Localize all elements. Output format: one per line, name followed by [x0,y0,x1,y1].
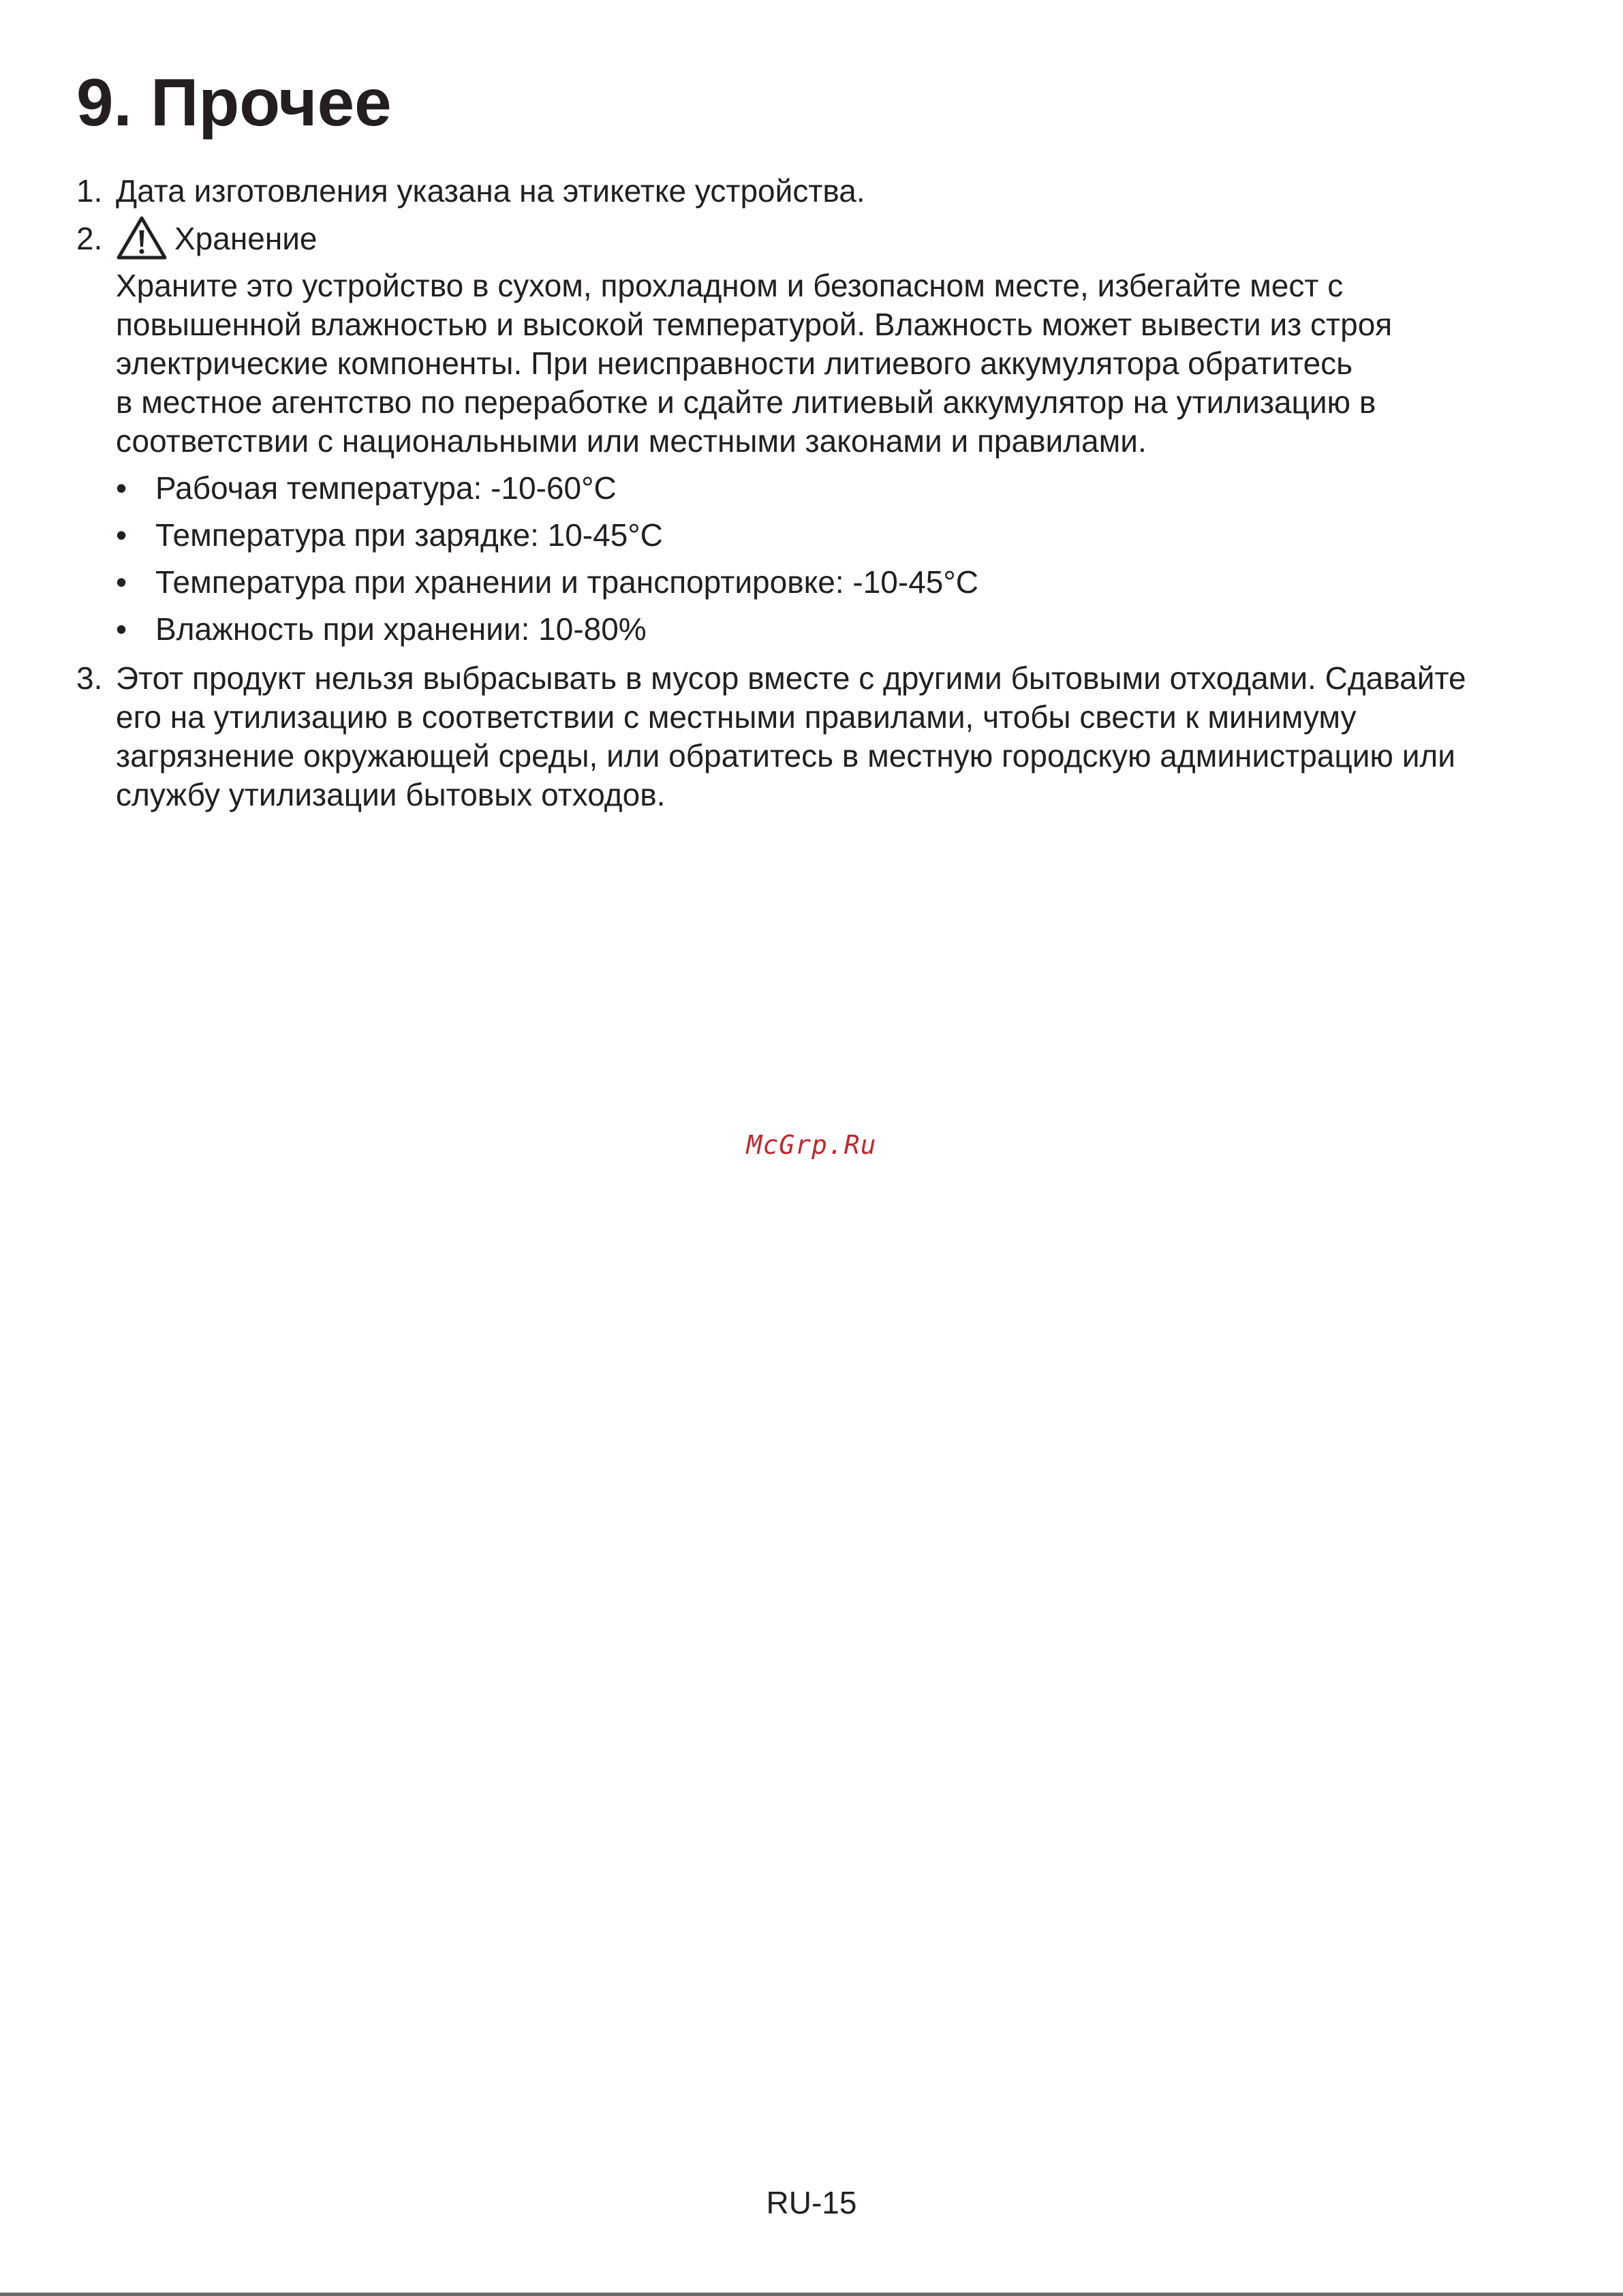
bullet-item [116,563,1562,602]
list-item-text: Дата изготовления указана на этикетке устройства. [116,173,865,209]
list-item-number: 1. [76,173,103,209]
bullet-item [116,516,1562,555]
paragraph-line: соответствии с национальными или местными законами и правилами. [116,423,1147,459]
paragraph-line: электрические компоненты. При неисправности литиевого аккумулятора обратитесь [116,346,1353,381]
watermark: McGrp.Ru [746,1130,877,1160]
bullet-mark: • [116,611,127,647]
bullet-text: Рабочая температура: -10-60°C [155,470,617,506]
paragraph-line: его на утилизацию в соответствии с местными правилами, чтобы свести к минимуму [116,699,1357,735]
bullet-item [116,610,1562,649]
storage-heading [116,219,1562,258]
list-item-2 [76,219,1562,657]
page-number: RU-15 [766,2185,857,2220]
warning-triangle-icon [116,215,168,260]
bullet-item [116,469,1562,508]
paragraph-line: Храните это устройство в сухом, прохладном и безопасном месте, избегайте мест с [116,268,1344,303]
paragraph-line: службу утилизации бытовых отходов. [116,777,666,812]
list-item-3 [76,659,1562,814]
paragraph-line: загрязнение окружающей среды, или обратитесь в местную городскую администрацию или [116,738,1455,774]
bullet-mark: • [116,564,127,600]
bullet-text: Температура при хранении и транспортировке: -10-45°C [155,564,978,600]
bullet-mark: • [116,470,127,506]
bullet-text: Температура при зарядке: 10-45°C [155,517,663,553]
storage-conditions-list [116,469,1562,649]
paragraph-line: в местное агентство по переработке и сдайте литиевый аккумулятор на утилизацию в [116,384,1376,420]
section-title: 9. Прочее [76,65,392,140]
paragraph-line: повышенной влажностью и высокой температурой. Влажность может вывести из строя [116,307,1393,342]
storage-paragraph [116,266,1562,461]
list-item-number: 2. [76,221,103,256]
list-item-number: 3. [76,660,103,696]
bullet-mark: • [116,517,127,553]
bottom-rule [0,2293,1623,2296]
paragraph-line: Этот продукт нельзя выбрасывать в мусор вместе с другими бытовыми отходами. Сдавайте [116,660,1466,696]
list-item-1 [76,172,1562,211]
bullet-text: Влажность при хранении: 10-80% [155,611,647,647]
storage-heading-label: Хранение [174,221,318,256]
